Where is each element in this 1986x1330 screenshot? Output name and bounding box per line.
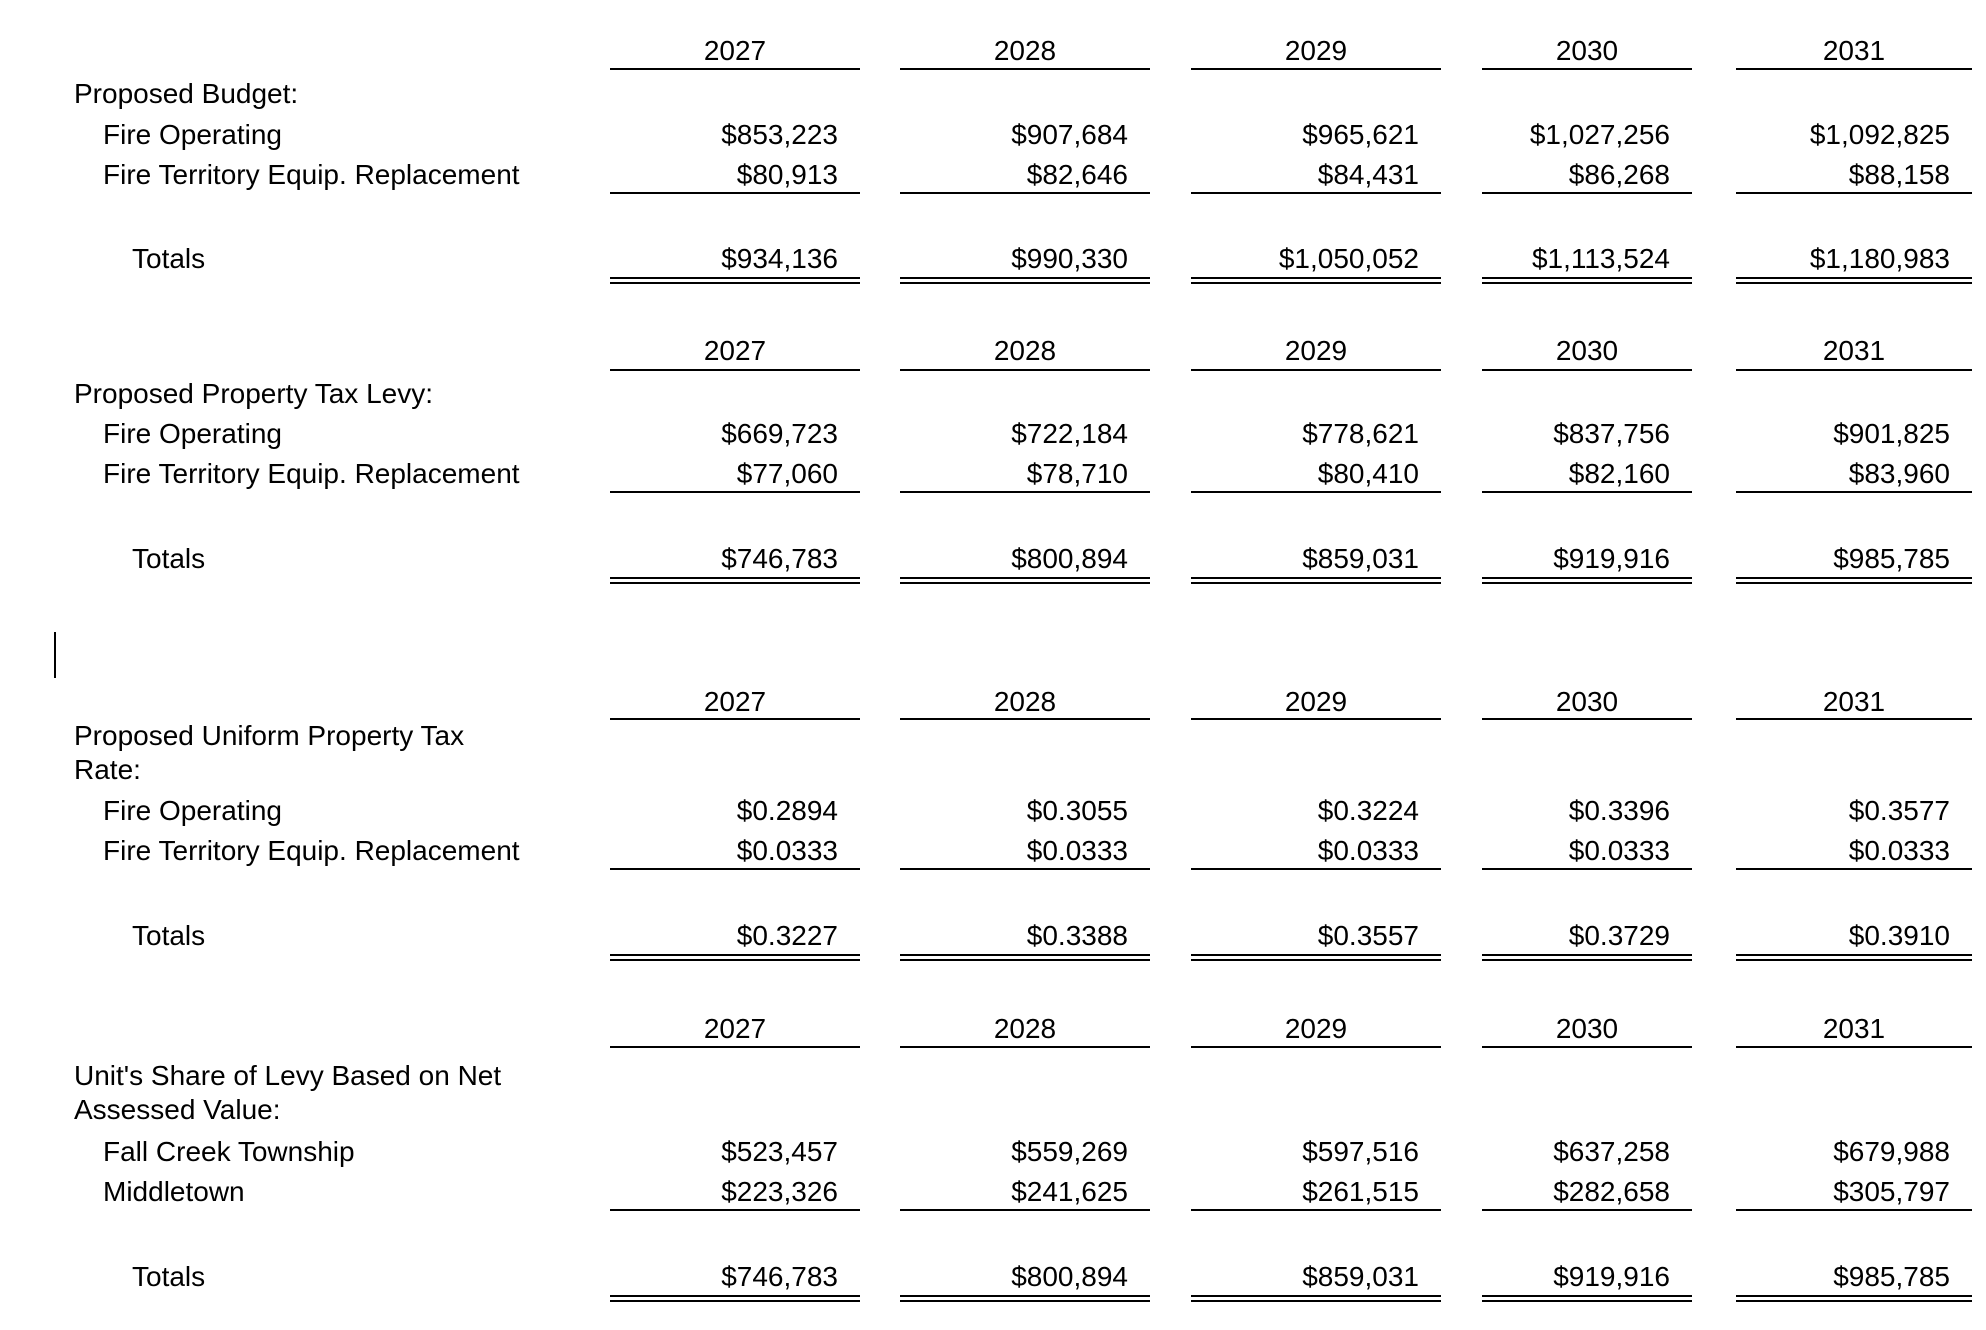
section-title: Proposed Uniform Property Tax xyxy=(74,720,465,751)
cell-value: $1,092,825 xyxy=(1809,119,1950,150)
year-header: 2030 xyxy=(1555,686,1619,717)
subtotal-rule xyxy=(1482,1209,1692,1211)
cell-value: $88,158 xyxy=(1848,159,1950,190)
cell-value: $0.0333 xyxy=(1568,835,1670,866)
cell-value: $722,184 xyxy=(1011,418,1128,449)
double-underline xyxy=(1191,1295,1441,1302)
row-label: Fire Territory Equip. Replacement xyxy=(103,159,520,190)
total-value: $0.3910 xyxy=(1848,920,1950,951)
double-underline xyxy=(1736,277,1972,284)
total-value: $934,136 xyxy=(721,243,838,274)
subtotal-rule xyxy=(1736,192,1972,194)
header-rule xyxy=(1482,369,1692,371)
subtotal-rule xyxy=(900,491,1150,493)
cell-value: $261,515 xyxy=(1302,1176,1419,1207)
header-rule xyxy=(1191,369,1441,371)
cell-value: $78,710 xyxy=(1026,458,1128,489)
year-header: 2031 xyxy=(1822,686,1886,717)
total-value: $746,783 xyxy=(721,543,838,574)
cell-value: $82,646 xyxy=(1026,159,1128,190)
year-header: 2027 xyxy=(703,35,767,66)
year-header: 2031 xyxy=(1822,335,1886,366)
row-label: Middletown xyxy=(103,1176,245,1207)
year-header: 2028 xyxy=(993,1013,1057,1044)
double-underline xyxy=(1482,954,1692,961)
double-underline xyxy=(900,954,1150,961)
total-value: $1,050,052 xyxy=(1278,243,1419,274)
double-underline xyxy=(1191,277,1441,284)
double-underline xyxy=(1191,954,1441,961)
cell-value: $77,060 xyxy=(736,458,838,489)
subtotal-rule xyxy=(1191,1209,1441,1211)
total-value: $985,785 xyxy=(1833,543,1950,574)
totals-label: Totals xyxy=(132,920,206,951)
cell-value: $597,516 xyxy=(1302,1136,1419,1167)
header-rule xyxy=(1736,369,1972,371)
total-value: $0.3388 xyxy=(1026,920,1128,951)
totals-label: Totals xyxy=(132,243,206,274)
year-header: 2029 xyxy=(1284,686,1348,717)
section-title: Proposed Budget: xyxy=(74,78,299,109)
total-value: $0.3729 xyxy=(1568,920,1670,951)
year-header: 2030 xyxy=(1555,1013,1619,1044)
header-rule xyxy=(610,369,860,371)
year-header: 2030 xyxy=(1555,335,1619,366)
header-rule xyxy=(1482,68,1692,70)
cell-value: $0.0333 xyxy=(736,835,838,866)
cell-value: $0.3577 xyxy=(1848,795,1950,826)
header-rule xyxy=(900,369,1150,371)
year-header: 2029 xyxy=(1284,335,1348,366)
cell-value: $305,797 xyxy=(1833,1176,1950,1207)
header-rule xyxy=(1736,718,1972,720)
header-rule xyxy=(900,68,1150,70)
section-title: Unit's Share of Levy Based on Net xyxy=(74,1060,502,1091)
year-header: 2029 xyxy=(1284,35,1348,66)
subtotal-rule xyxy=(610,491,860,493)
header-rule xyxy=(1191,718,1441,720)
double-underline xyxy=(1482,277,1692,284)
row-label: Fire Territory Equip. Replacement xyxy=(103,835,520,866)
year-header: 2027 xyxy=(703,335,767,366)
cell-value: $80,410 xyxy=(1317,458,1419,489)
double-underline xyxy=(900,277,1150,284)
total-value: $859,031 xyxy=(1302,1261,1419,1292)
cell-value: $0.0333 xyxy=(1848,835,1950,866)
year-header: 2031 xyxy=(1822,35,1886,66)
total-value: $1,113,524 xyxy=(1531,243,1670,274)
cell-value: $965,621 xyxy=(1302,119,1419,150)
double-underline xyxy=(1482,577,1692,584)
row-label: Fire Operating xyxy=(103,418,282,449)
cell-value: $669,723 xyxy=(721,418,838,449)
subtotal-rule xyxy=(610,192,860,194)
header-rule xyxy=(1191,68,1441,70)
subtotal-rule xyxy=(1482,192,1692,194)
subtotal-rule xyxy=(610,1209,860,1211)
row-label: Fire Operating xyxy=(103,119,282,150)
cell-value: $907,684 xyxy=(1011,119,1128,150)
text-cursor xyxy=(54,632,56,678)
totals-label: Totals xyxy=(132,543,206,574)
double-underline xyxy=(1482,1295,1692,1302)
double-underline xyxy=(1736,577,1972,584)
cell-value: $679,988 xyxy=(1833,1136,1950,1167)
year-header: 2028 xyxy=(993,335,1057,366)
total-value: $919,916 xyxy=(1553,1261,1670,1292)
header-rule xyxy=(610,68,860,70)
subtotal-rule xyxy=(900,868,1150,870)
double-underline xyxy=(1736,954,1972,961)
totals-label: Totals xyxy=(132,1261,206,1292)
section-title: Assessed Value: xyxy=(74,1094,281,1125)
double-underline xyxy=(900,577,1150,584)
header-rule xyxy=(900,718,1150,720)
subtotal-rule xyxy=(1736,1209,1972,1211)
cell-value: $853,223 xyxy=(721,119,838,150)
section-title: Proposed Property Tax Levy: xyxy=(74,378,434,409)
cell-value: $86,268 xyxy=(1568,159,1670,190)
subtotal-rule xyxy=(1191,192,1441,194)
subtotal-rule xyxy=(1482,868,1692,870)
cell-value: $0.0333 xyxy=(1317,835,1419,866)
total-value: $0.3227 xyxy=(736,920,838,951)
cell-value: $82,160 xyxy=(1568,458,1670,489)
double-underline xyxy=(610,1295,860,1302)
cell-value: $0.3396 xyxy=(1568,795,1670,826)
total-value: $859,031 xyxy=(1302,543,1419,574)
header-rule xyxy=(900,1046,1150,1048)
total-value: $0.3557 xyxy=(1317,920,1419,951)
header-rule xyxy=(610,1046,860,1048)
header-rule xyxy=(1482,1046,1692,1048)
cell-value: $84,431 xyxy=(1317,159,1419,190)
double-underline xyxy=(1736,1295,1972,1302)
cell-value: $223,326 xyxy=(721,1176,838,1207)
double-underline xyxy=(610,277,860,284)
total-value: $800,894 xyxy=(1011,543,1128,574)
cell-value: $523,457 xyxy=(721,1136,838,1167)
row-label: Fire Operating xyxy=(103,795,282,826)
year-header: 2029 xyxy=(1284,1013,1348,1044)
total-value: $1,180,983 xyxy=(1809,243,1950,274)
double-underline xyxy=(610,577,860,584)
subtotal-rule xyxy=(1482,491,1692,493)
header-rule xyxy=(1736,1046,1972,1048)
header-rule xyxy=(610,718,860,720)
header-rule xyxy=(1482,718,1692,720)
double-underline xyxy=(610,954,860,961)
year-header: 2030 xyxy=(1555,35,1619,66)
cell-value: $0.2894 xyxy=(736,795,838,826)
cell-value: $0.0333 xyxy=(1026,835,1128,866)
year-header: 2031 xyxy=(1822,1013,1886,1044)
cell-value: $837,756 xyxy=(1553,418,1670,449)
cell-value: $778,621 xyxy=(1302,418,1419,449)
cell-value: $80,913 xyxy=(736,159,838,190)
total-value: $985,785 xyxy=(1833,1261,1950,1292)
year-header: 2028 xyxy=(993,35,1057,66)
total-value: $746,783 xyxy=(721,1261,838,1292)
cell-value: $83,960 xyxy=(1848,458,1950,489)
row-label: Fire Territory Equip. Replacement xyxy=(103,458,520,489)
double-underline xyxy=(1191,577,1441,584)
cell-value: $637,258 xyxy=(1553,1136,1670,1167)
subtotal-rule xyxy=(1736,491,1972,493)
cell-value: $0.3055 xyxy=(1026,795,1128,826)
header-rule xyxy=(1736,68,1972,70)
header-rule xyxy=(1191,1046,1441,1048)
subtotal-rule xyxy=(900,192,1150,194)
cell-value: $559,269 xyxy=(1011,1136,1128,1167)
subtotal-rule xyxy=(1191,491,1441,493)
year-header: 2028 xyxy=(993,686,1057,717)
total-value: $919,916 xyxy=(1553,543,1670,574)
cell-value: $901,825 xyxy=(1833,418,1950,449)
cell-value: $0.3224 xyxy=(1317,795,1419,826)
subtotal-rule xyxy=(1191,868,1441,870)
double-underline xyxy=(900,1295,1150,1302)
total-value: $990,330 xyxy=(1011,243,1128,274)
subtotal-rule xyxy=(1736,868,1972,870)
cell-value: $282,658 xyxy=(1553,1176,1670,1207)
subtotal-rule xyxy=(900,1209,1150,1211)
cell-value: $241,625 xyxy=(1011,1176,1128,1207)
cell-value: $1,027,256 xyxy=(1529,119,1670,150)
row-label: Fall Creek Township xyxy=(103,1136,355,1167)
total-value: $800,894 xyxy=(1011,1261,1128,1292)
year-header: 2027 xyxy=(703,1013,767,1044)
section-title: Rate: xyxy=(74,754,141,785)
year-header: 2027 xyxy=(703,686,767,717)
subtotal-rule xyxy=(610,868,860,870)
